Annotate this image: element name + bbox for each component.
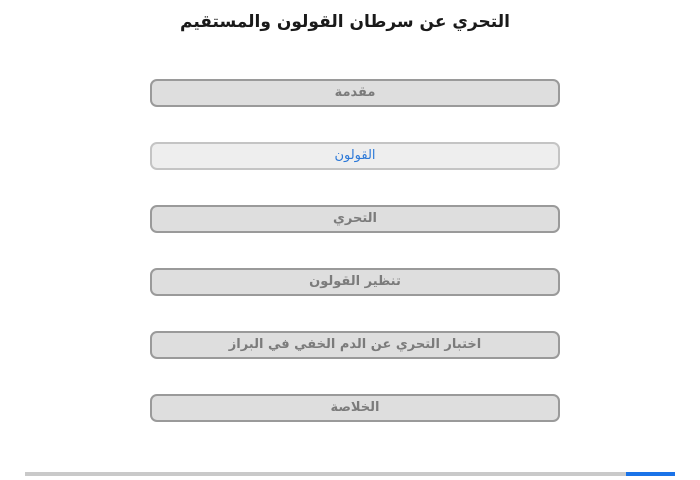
progress-bar [25,472,675,476]
menu-item-summary[interactable]: الخلاصة [150,394,560,422]
menu-item-introduction[interactable]: مقدمة [150,79,560,107]
page-title: التحري عن سرطان القولون والمستقيم [180,12,510,32]
section-menu [150,79,560,457]
menu-item-screening[interactable]: التحري [150,205,560,233]
menu-item-colonoscopy[interactable]: تنظير القولون [150,268,560,296]
menu-item-fecal-occult-blood-test[interactable]: اختبار التحري عن الدم الخفي في البراز [150,331,560,359]
progress-bar-fill [626,472,675,476]
menu-item-colon[interactable]: القولون [150,142,560,170]
